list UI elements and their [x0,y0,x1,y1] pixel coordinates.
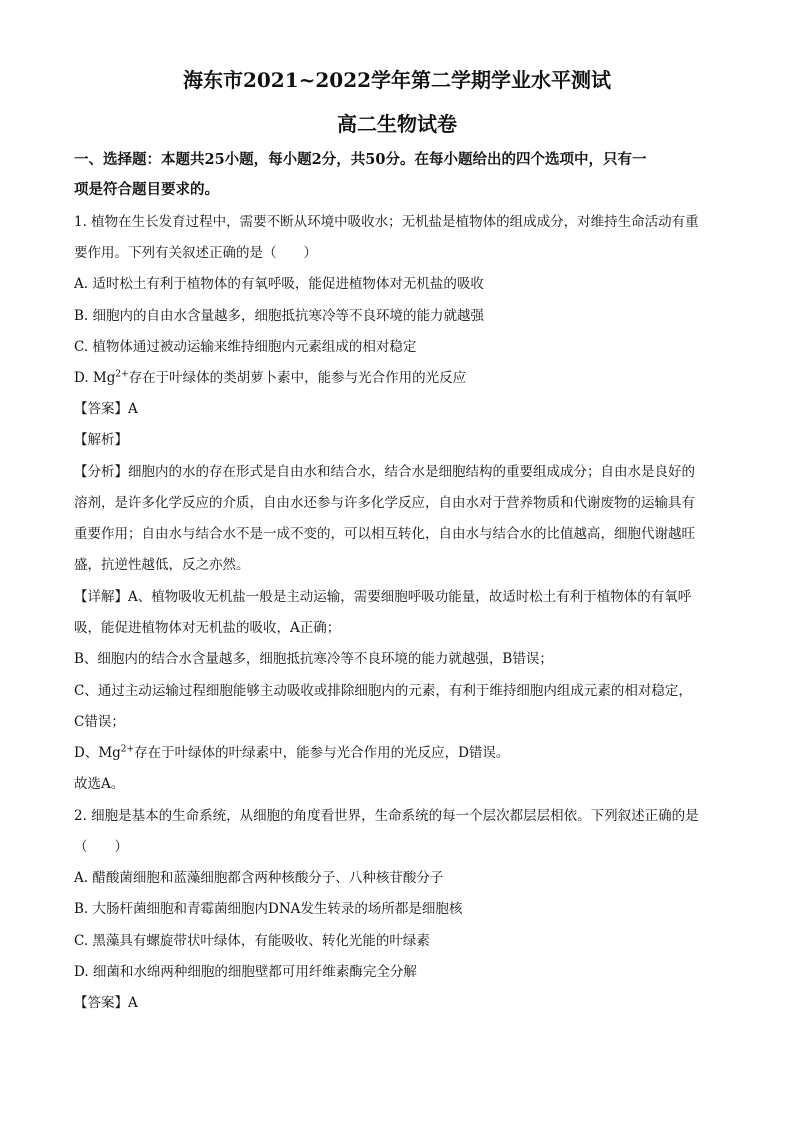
q1-analysis-line2: 溶剂，是许多化学反应的介质，自由水还参与许多化学反应，自由水对于营养物质和代谢废物的运输具有 [74,495,695,511]
q1-conclusion: 故选A。 [74,776,125,792]
exam-subtitle: 高二生物试卷 [337,112,457,136]
q1-analysis-line3: 重要作用；自由水与结合水不是一成不变的，可以相互转化，自由水与结合水的比值越高，细胞代谢越旺 [74,526,695,542]
q1-analysis-line1: 【分析】细胞内的水的存在形式是自由水和结合水，结合水是细胞结构的重要组成成分；自由水是良好的 [74,464,695,480]
q1-stem-line1: 1. 植物在生长发育过程中，需要不断从环境中吸收水；无机盐是植物体的组成成分，对维持生命活动有重 [74,214,699,230]
q1-option-d [74,368,724,388]
q2-option-d: D. 细菌和水绵两种细胞的细胞壁都可用纤维素酶完全分解 [74,964,417,980]
section-heading-line2: 项是符合题目要求的。 [74,181,219,198]
q1-option-d-pre: D. Mg [74,370,116,386]
exam-title: 海东市2021~2022学年第二学期学业水平测试 [182,68,612,92]
q2-answer: 【答案】A [74,995,138,1011]
q2-option-b: B. 大肠杆菌细胞和青霉菌细胞内DNA发生转录的场所都是细胞核 [74,901,463,917]
q1-analysis-label: 【解析】 [74,432,128,448]
q1-detail-line5: C错误； [74,714,125,730]
q1-detail-line6 [74,743,724,763]
q1-option-d-sup: 2+ [115,369,129,380]
q2-stem-line1: 2. 细胞是基本的生命系统，从细胞的角度看世界，生命系统的每一个层次都层层相依。下列叙述正确的是 [74,808,699,824]
q1-detail-line6-post: 存在于叶绿体的叶绿素中，能参与光合作用的光反应，D错误。 [134,745,510,761]
q1-detail-line6-sup: 2+ [120,744,135,755]
section-heading-line1: 一、选择题：本题共25小题，每小题2分，共50分。在每小题给出的四个选项中，只有一 [74,151,647,168]
q1-detail-line2: 吸，能促进植物体对无机盐的吸收，A正确； [74,620,341,636]
q1-option-d-post: 存在于叶绿体的类胡萝卜素中，能参与光合作用的光反应 [128,370,467,386]
q1-option-b: B. 细胞内的自由水含量越多，细胞抵抗寒冷等不良环境的能力就越强 [74,308,485,324]
q1-analysis-line4: 盛，抗逆性越低，反之亦然。 [74,557,250,573]
q1-stem-line2: 要作用。下列有关叙述正确的是（ ） [74,245,317,261]
q1-answer: 【答案】A [74,401,138,417]
q1-detail-line6-pre: D、Mg [74,745,121,761]
q1-detail-line4: C、通过主动运输过程细胞能够主动吸收或排除细胞内的元素，有利于维持细胞内组成元素的相对稳定， [74,683,692,699]
q1-option-c: C. 植物体通过被动运输来维持细胞内元素组成的相对稳定 [74,339,417,355]
q2-stem-line2: （ ） [74,839,128,855]
q2-option-a: A. 醋酸菌细胞和蓝藻细胞都含两种核酸分子、八种核苷酸分子 [74,870,444,886]
q1-option-a: A. 适时松土有利于植物体的有氧呼吸，能促进植物体对无机盐的吸收 [74,276,484,292]
q1-detail-line1: 【详解】A、植物吸收无机盐一般是主动运输，需要细胞呼吸功能量，故适时松土有利于植物体的有氧呼 [74,589,692,605]
q1-detail-line3: B、细胞内的结合水含量越多，细胞抵抗寒冷等不良环境的能力就越强，B错误； [74,651,553,667]
q2-option-c: C. 黑藻具有螺旋带状叶绿体，有能吸收、转化光能的叶绿素 [74,933,430,949]
